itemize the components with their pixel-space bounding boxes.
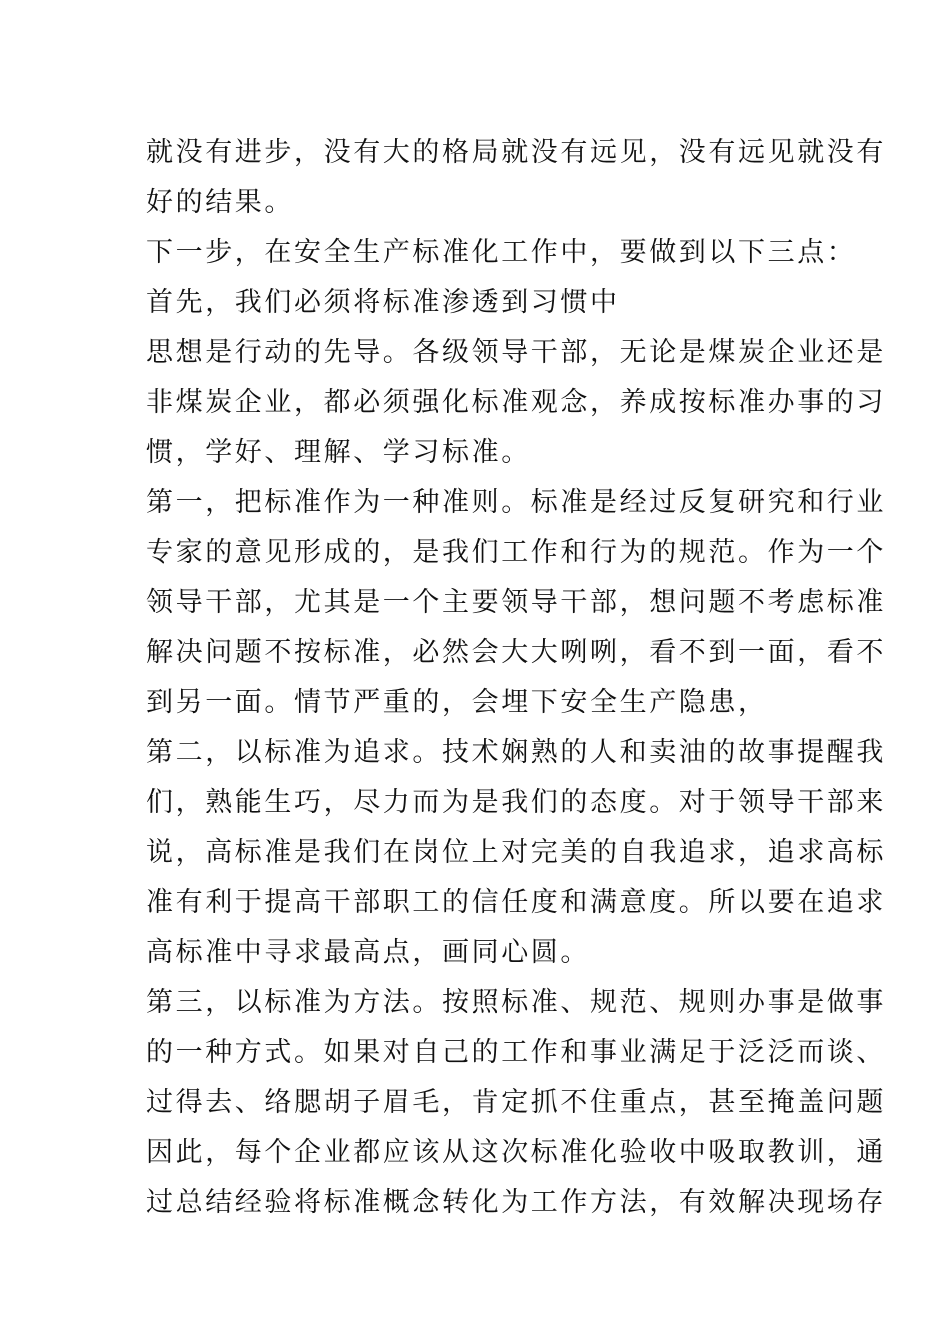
text-line: 好的结果。: [146, 187, 294, 218]
text-line: 就没有进步，没有大的格局就没有远见，没有远见就没有: [146, 137, 886, 168]
text-line: 专家的意见形成的，是我们工作和行为的规范。作为一个: [146, 537, 886, 568]
text-line: 领导干部，尤其是一个主要领导干部，想问题不考虑标准: [146, 587, 886, 618]
text-line: 准有利于提高干部职工的信任度和满意度。所以要在追求: [146, 887, 886, 918]
text-line: 非煤炭企业，都必须强化标准观念，养成按标准办事的习: [146, 387, 886, 418]
text-line: 过得去、络腮胡子眉毛，肯定抓不住重点，甚至掩盖问题: [146, 1087, 886, 1118]
text-line: 高标准中寻求最高点，画同心圆。: [146, 937, 590, 968]
text-line: 过总结经验将标准概念转化为工作方法，有效解决现场存: [146, 1187, 886, 1218]
text-line: 下一步，在安全生产标准化工作中，要做到以下三点：: [146, 237, 857, 268]
text-line: 说，高标准是我们在岗位上对完美的自我追求，追求高标: [146, 837, 886, 868]
text-line: 因此，每个企业都应该从这次标准化验收中吸取教训，通: [146, 1137, 886, 1168]
text-line: 首先，我们必须将标准渗透到习惯中: [146, 287, 620, 318]
text-line: 到另一面。情节严重的，会埋下安全生产隐患，: [146, 687, 768, 718]
text-line: 第一，把标准作为一种准则。标准是经过反复研究和行业: [146, 487, 886, 518]
text-line: 第三，以标准为方法。按照标准、规范、规则办事是做事: [146, 987, 886, 1018]
text-line: 们，熟能生巧，尽力而为是我们的态度。对于领导干部来: [146, 787, 886, 818]
text-line: 思想是行动的先导。各级领导干部，无论是煤炭企业还是: [146, 337, 886, 368]
text-line: 解决问题不按标准，必然会大大咧咧，看不到一面，看不: [146, 637, 886, 668]
text-line: 第二，以标准为追求。技术娴熟的人和卖油的故事提醒我: [146, 737, 886, 768]
document-body: [146, 128, 886, 1228]
text-line: 的一种方式。如果对自己的工作和事业满足于泛泛而谈、: [146, 1037, 886, 1068]
text-line: 惯，学好、理解、学习标准。: [146, 437, 531, 468]
